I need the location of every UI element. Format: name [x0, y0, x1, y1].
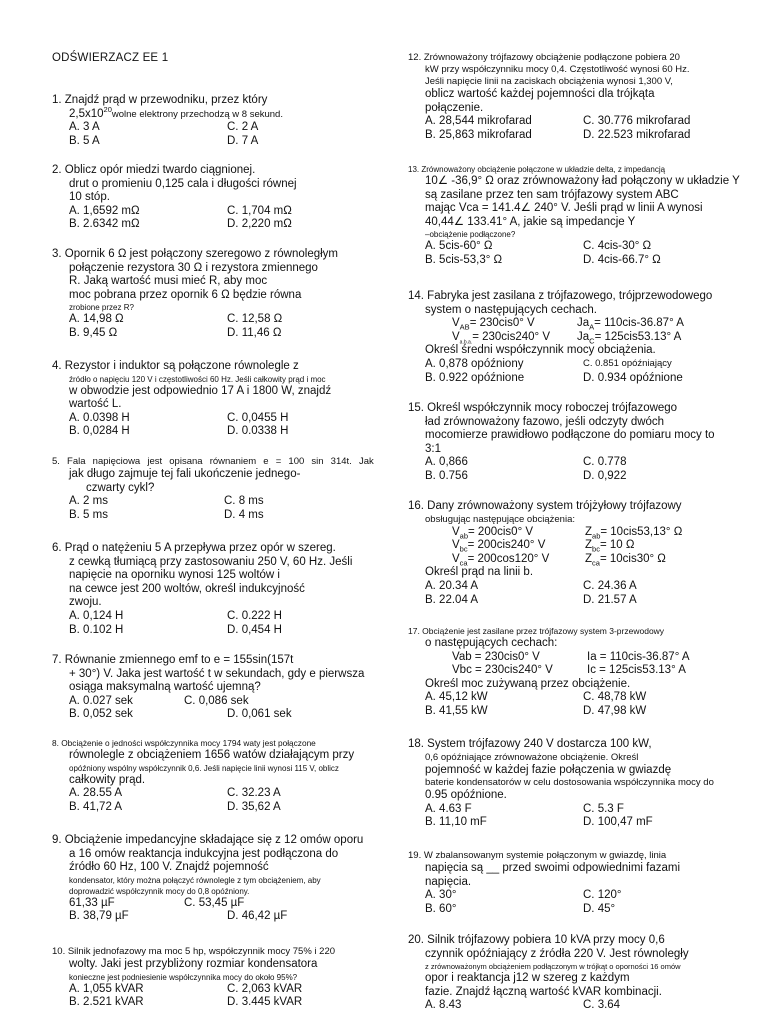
question-text: 10∠ -36,9° Ω oraz zrównoważony ład połączony w układzie Y	[425, 175, 740, 187]
data-cell: $V_{AB}= 230cis0^\circ$ V	[452, 317, 535, 332]
answer-options	[52, 205, 402, 232]
question-text: R. Jaką wartość musi mieć R, aby moc	[69, 275, 268, 288]
answer-option: A. 4.63 F	[425, 802, 472, 815]
question-1	[52, 94, 402, 148]
question-text: ład zrównoważony fazowo, jeśli odczyty dwóch	[425, 415, 665, 428]
answer-option: A. 0,124 H	[69, 609, 124, 622]
question-text: 6. Prąd o natężeniu 5 A przepływa przez opór w szereg.	[52, 542, 336, 554]
question-20	[408, 934, 768, 1013]
question-text: w obwodzie jest odpowiednio 17 A i 1800 W, znajdź	[69, 384, 332, 397]
answer-option: B. 38,79 µF	[69, 910, 129, 923]
answer-option: D. 0,454 H	[227, 623, 282, 636]
question-text: 1. Znajdź prąd w przewodniku, przez który	[52, 94, 268, 106]
answer-options	[52, 983, 402, 1010]
answer-options	[408, 358, 768, 385]
answer-option: A. 28,544 mikrofarad	[425, 115, 532, 128]
question-text: równolegle z obciążeniem 1656 watów działającym przy	[69, 749, 355, 761]
question-text: kondensator, który można połączyć równolegle z tym obciążeniem, aby	[69, 875, 321, 885]
question-text: opor i reaktancja j12 w szereg z każdym	[425, 972, 630, 985]
answer-options	[52, 787, 402, 814]
answer-option: B. 5 ms	[69, 508, 108, 521]
question-text: 10 stóp.	[69, 191, 110, 204]
question-text: Jeśli napięcie linii na zaciskach obciążenia wynosi 1,300 V,	[425, 76, 673, 87]
data-cell: $Ja_C= 125cis53.13^\circ$ A	[577, 330, 682, 346]
answer-option: A. 8.43	[425, 999, 462, 1012]
answer-option: D. 7 A	[227, 134, 259, 147]
answer-option: B. 2.521 kVAR	[69, 996, 144, 1009]
answer-options	[52, 495, 402, 522]
answer-option: A. 1,6592 mΩ	[69, 204, 140, 217]
question-text: a 16 omów reaktancja indukcyjna jest podłączona do	[69, 847, 339, 860]
question-text: doprowadzić współczynnik mocy do 0,8 opóźniony.	[69, 886, 250, 896]
answer-option: A. 28.55 A	[69, 787, 123, 800]
question-19	[408, 850, 768, 916]
data-cell: $V_{ab}= 200cis0^\circ$ V	[452, 525, 534, 540]
answer-option: B. 41,72 A	[69, 800, 123, 813]
answer-options	[52, 610, 402, 637]
question-text: kW przy współczynniku mocy 0,4. Częstotliwość wynosi 60 Hz.	[425, 64, 690, 75]
answer-option: D. 47,98 kW	[583, 704, 647, 717]
answer-option: A. 0.0398 H	[69, 411, 130, 424]
answer-option: D. 21.57 A	[583, 593, 637, 606]
answer-options	[408, 889, 768, 916]
question-text: 7. Równanie zmiennego emf to e = 155sin(157t	[52, 654, 294, 666]
question-text: źródło 60 Hz, 100 V. Znajdź pojemność	[69, 861, 269, 874]
answer-options	[52, 313, 402, 340]
answer-options	[408, 691, 768, 718]
question-10	[52, 946, 402, 1010]
answer-option: C. 30.776 mikrofarad	[583, 115, 691, 128]
answer-option: A. 5cis-60° Ω	[425, 240, 493, 253]
answer-options	[408, 456, 768, 483]
data-table	[408, 317, 768, 344]
document-title: ODŚWIERZACZ EE 1	[52, 52, 169, 64]
answer-options	[408, 803, 768, 830]
answer-option: D. 45°	[583, 902, 616, 915]
question-text: 4. Rezystor i induktor są połączone równolegle z	[52, 360, 299, 372]
question-text: 18. System trójfazowy 240 V dostarcza 100 kW,	[408, 738, 652, 750]
data-table	[408, 651, 768, 678]
answer-option: B. 9,45 Ω	[69, 326, 118, 339]
data-cell: $V_{bc}= 200cis240^\circ$ V	[452, 539, 546, 554]
question-text: źródło o napięciu 120 V i częstotliwości 60 Hz. Jeśli całkowity prąd i moc	[69, 374, 326, 384]
answer-option: B. 25,863 mikrofarad	[425, 128, 532, 141]
question-text: 13. Zrównoważony obciążenie połączone w układzie delta, z impedancją	[408, 165, 666, 174]
question-17	[408, 626, 768, 719]
answer-option: A. 20.34 A	[425, 579, 479, 592]
answer-option: C. 53,45 µF	[184, 896, 245, 909]
answer-option: B. 22.04 A	[425, 593, 479, 606]
question-text: pojemność w każdej fazie połączenia w gwiazdę	[425, 763, 672, 776]
answer-option: D. 46,42 µF	[227, 910, 288, 923]
answer-options	[52, 910, 402, 924]
question-15	[408, 402, 768, 484]
answer-option: A. 14,98 Ω	[69, 313, 124, 326]
question-text: 15. Określ współczynnik mocy roboczej trójfazowego	[408, 402, 678, 414]
answer-option: C. 24.36 A	[583, 579, 637, 592]
answer-option: D. 3.445 kVAR	[227, 996, 303, 1009]
question-7	[52, 654, 402, 722]
answer-option: C. 0,0455 H	[227, 411, 289, 424]
data-cell: $V_{ca}= 200\cos 120^\circ$ V	[452, 552, 550, 568]
question-text: 3. Opornik 6 Ω jest połączony szeregowo z równoległym	[52, 248, 339, 260]
question-text: moc pobrana przez opornik 6 Ω będzie równa	[69, 288, 302, 301]
question-text: osiąga maksymalną wartość ujemną?	[69, 681, 261, 694]
question-text: z cewką tłumiącą przy zastosowaniu 250 V, 60 Hz. Jeśli	[69, 555, 353, 568]
question-16	[408, 500, 768, 607]
question-text: 0.95 opóźnione.	[425, 789, 507, 802]
question-text: obsługując następujące obciążenia:	[425, 513, 575, 525]
answer-option: C. 5.3 F	[583, 802, 624, 815]
question-text: całkowity prąd.	[69, 773, 146, 786]
question-text: fazie. Znajdź łączną wartość kVAR kombinacji.	[425, 985, 662, 998]
question-text: Określ prąd na linii b.	[425, 566, 534, 579]
answer-option: A. 45,12 kW	[425, 691, 488, 704]
question-text: 2. Oblicz opór miedzi twardo ciągnionej.	[52, 164, 256, 176]
answer-option: C. 8 ms	[224, 495, 264, 508]
answer-option: D. 22.523 mikrofarad	[583, 128, 691, 141]
question-text: są zasilane przez ten sam trójfazowy system ABC	[425, 188, 679, 201]
question-text: 10. Silnik jednofazowy ma moc 5 hp, współczynnik mocy 75% i 220	[52, 946, 336, 957]
question-text: na cewce jest 200 woltów, określ indukcyjność	[69, 582, 305, 595]
question-13	[408, 164, 768, 268]
question-18	[408, 738, 768, 830]
question-text: 5. Fala napięciowa jest opisana równaniem e = 100 sin 314t. Jak	[52, 456, 374, 467]
question-text: Określ średni współczynnik mocy obciążenia.	[425, 344, 656, 357]
answer-option: B. 5 A	[69, 134, 100, 147]
answer-option: B. 0.922 opóźnione	[425, 371, 525, 384]
question-text: 9. Obciążenie impedancyjne składające się z 12 omów oporu	[52, 834, 364, 846]
question-text: o następujących cechach:	[425, 637, 558, 649]
answer-option: D. 0,922	[583, 469, 627, 482]
question-6	[52, 542, 402, 637]
question-text: 3:1	[425, 442, 441, 455]
answer-options	[408, 240, 768, 267]
data-cell: $Z_{bc}= 10$ Ω	[585, 539, 635, 554]
question-5	[52, 456, 402, 522]
data-cell: Vbc = 230cis240° V	[452, 664, 553, 677]
answer-option: D. 4cis-66.7° Ω	[583, 253, 661, 266]
answer-option: C. 1,704 mΩ	[227, 204, 292, 217]
answer-option: C. 32.23 A	[227, 787, 281, 800]
answer-option: D. 0,061 sek	[227, 708, 292, 721]
answer-option: B. 5cis-53,3° Ω	[425, 253, 503, 266]
question-14	[408, 290, 768, 385]
question-text: Określ moc zużywaną przez obciążenie.	[425, 677, 631, 690]
answer-options	[408, 999, 768, 1013]
answer-option: D. 100,47 mF	[583, 816, 653, 829]
answer-option: B. 60°	[425, 902, 457, 915]
answer-option: A. 2 ms	[69, 495, 108, 508]
answer-option: 61,33 µF	[69, 896, 115, 909]
question-text: czwarty cykl?	[86, 481, 155, 494]
question-text: oblicz wartość każdej pojemności dla trójkąta	[425, 88, 655, 100]
question-8	[52, 738, 402, 814]
question-text: + 30°) V. Jaka jest wartość t w sekundach, gdy e pierwsza	[69, 667, 365, 680]
question-text: 17. Obciążenie jest zasilane przez trójfazowy system 3-przewodowy	[408, 626, 665, 636]
data-cell: Vab = 230cis0° V	[452, 650, 540, 663]
question-text: 12. Zrównoważony trójfazowy obciążenie podłączone pobiera 20	[408, 52, 680, 63]
answer-option: C. 4cis-30° Ω	[583, 240, 652, 253]
question-text: 19. W zbalansowanym systemie połączonym w gwiazdę, linia	[408, 850, 667, 861]
question-12	[408, 52, 763, 142]
answer-option: B. 41,55 kW	[425, 704, 488, 717]
answer-option: D. 0.934 opóźnione	[583, 371, 683, 384]
answer-options	[52, 695, 402, 709]
question-text: zrobione przez R?	[69, 303, 134, 313]
question-text: napięcie na oporniku wynosi 125 woltów i	[69, 569, 280, 582]
answer-option: C. 2 A	[227, 121, 259, 134]
data-table	[408, 526, 768, 567]
answer-option: A. 0.027 sek	[69, 694, 133, 707]
question-text: system o następujących cechach.	[425, 303, 597, 316]
question-text: –obciążenie podłączone?	[425, 230, 516, 240]
question-text: wartość L.	[69, 398, 122, 411]
answer-option: C. 0.222 H	[227, 609, 282, 622]
question-text: opóźniony wspólny współczynnik 0,6. Jeśli napięcie linii wynosi 115 V, oblicz	[69, 763, 339, 773]
question-text: baterie kondensatorów w celu dostosowania współczynnika mocy do	[425, 777, 714, 789]
data-cell: Ia = 110cis-36.87° A	[587, 650, 690, 663]
question-text: jak długo zajmuje tej fali ukończenie jednego-	[69, 468, 301, 480]
data-cell: $Z_{ab}= 10cis53,13^\circ$ Ω	[585, 525, 683, 540]
answer-option: B. 0.756	[425, 469, 468, 482]
answer-option: C. 0.851 opóźniający	[583, 357, 672, 369]
answer-option: A. 0,878 opóźniony	[425, 357, 524, 370]
answer-option: A. 0,866	[425, 456, 468, 469]
question-text: drut o promieniu 0,125 cala i długości równej	[69, 177, 297, 190]
question-text: mocomierze prawidłowo podłączone do pomiaru mocy to	[425, 429, 715, 442]
answer-option: D. 0.0338 H	[227, 425, 289, 438]
answer-options	[52, 708, 402, 722]
question-text: mając Vca = 141.4∠ 240° V. Jeśli prąd w linii A wynosi	[425, 202, 703, 215]
answer-option: A. 1,055 kVAR	[69, 982, 144, 995]
answer-option: B. 0.102 H	[69, 623, 124, 636]
question-text: z zrównoważonym obciążeniem podłączonym w trójkąt o oporności 16 omów	[425, 962, 681, 972]
question-9	[52, 834, 402, 924]
data-cell: $Ja_A= 110cis-36.87^\circ$ A	[577, 317, 684, 332]
question-text: 20. Silnik trójfazowy pobiera 10 kVA przy mocy 0,6	[408, 934, 665, 946]
question-text: $2,5x10^{20}wolne$ elektrony przechodzą w 8 sekund.	[69, 104, 283, 120]
question-text: napięcia.	[425, 875, 472, 888]
answer-option: C. 48,78 kW	[583, 691, 647, 704]
question-text: połączenie.	[425, 101, 484, 114]
answer-options	[52, 121, 402, 148]
question-text: 16. Dany zrównoważony system trójżyłowy trójfazowy	[408, 500, 682, 512]
answer-options	[408, 580, 768, 607]
answer-option: D. 11,46 Ω	[227, 326, 282, 339]
answer-option: D. 2,220 mΩ	[227, 218, 292, 231]
question-2	[52, 164, 402, 232]
answer-option: D. 35,62 A	[227, 800, 281, 813]
answer-option: B. 11,10 mF	[425, 816, 487, 829]
answer-option: D. 4 ms	[224, 508, 264, 521]
answer-option: C. 120°	[583, 889, 622, 902]
answer-option: C. 12,58 Ω	[227, 313, 283, 326]
answer-option: B. 0,0284 H	[69, 425, 130, 438]
answer-options	[52, 897, 402, 911]
question-text: czynnik opóźniający z źródła 220 V. Jest równoległy	[425, 947, 689, 960]
question-text: 14. Fabryka jest zasilana z trójfazowego, trójprzewodowego	[408, 290, 713, 302]
answer-option: A. 3 A	[69, 121, 100, 134]
question-text: 0,6 opóźniające zrównoważone obciążenie. Określ	[425, 751, 639, 763]
answer-options	[52, 412, 402, 439]
data-cell: $V_{a.b.a.}= 230cis240^\circ$ V	[452, 330, 550, 346]
question-text: napięcia są __ przed swoimi odpowiednimi fazami	[425, 862, 681, 874]
answer-options	[408, 115, 763, 142]
question-text: konieczne jest podniesienie współczynnika mocy do około 95%?	[69, 972, 298, 982]
question-3	[52, 248, 402, 341]
question-text: zwoju.	[69, 596, 102, 609]
answer-option: C. 3.64	[583, 999, 621, 1012]
data-cell: Ic = 125cis53.13° A	[587, 664, 686, 677]
question-text: 40,44∠ 133.41° A, jakie są impedancje Y	[425, 215, 636, 228]
question-text: 8. Obciążenie o jedności współczynnika mocy 1794 waty jest połączone	[52, 738, 316, 748]
question-4	[52, 360, 402, 439]
answer-option: C. 0,086 sek	[184, 694, 249, 707]
answer-option: C. 2,063 kVAR	[227, 982, 303, 995]
answer-option: C. 0.778	[583, 456, 627, 469]
question-text: połączenie rezystora 30 Ω i rezystora zmiennego	[69, 261, 318, 274]
answer-option: B. 2.6342 mΩ	[69, 218, 140, 231]
answer-option: A. 30°	[425, 889, 457, 902]
data-cell: $Z_{ca}= 10cis30^\circ$ Ω	[585, 552, 666, 568]
answer-option: B. 0,052 sek	[69, 708, 133, 721]
question-text: wolty. Jaki jest przybliżony rozmiar kondensatora	[69, 958, 318, 970]
